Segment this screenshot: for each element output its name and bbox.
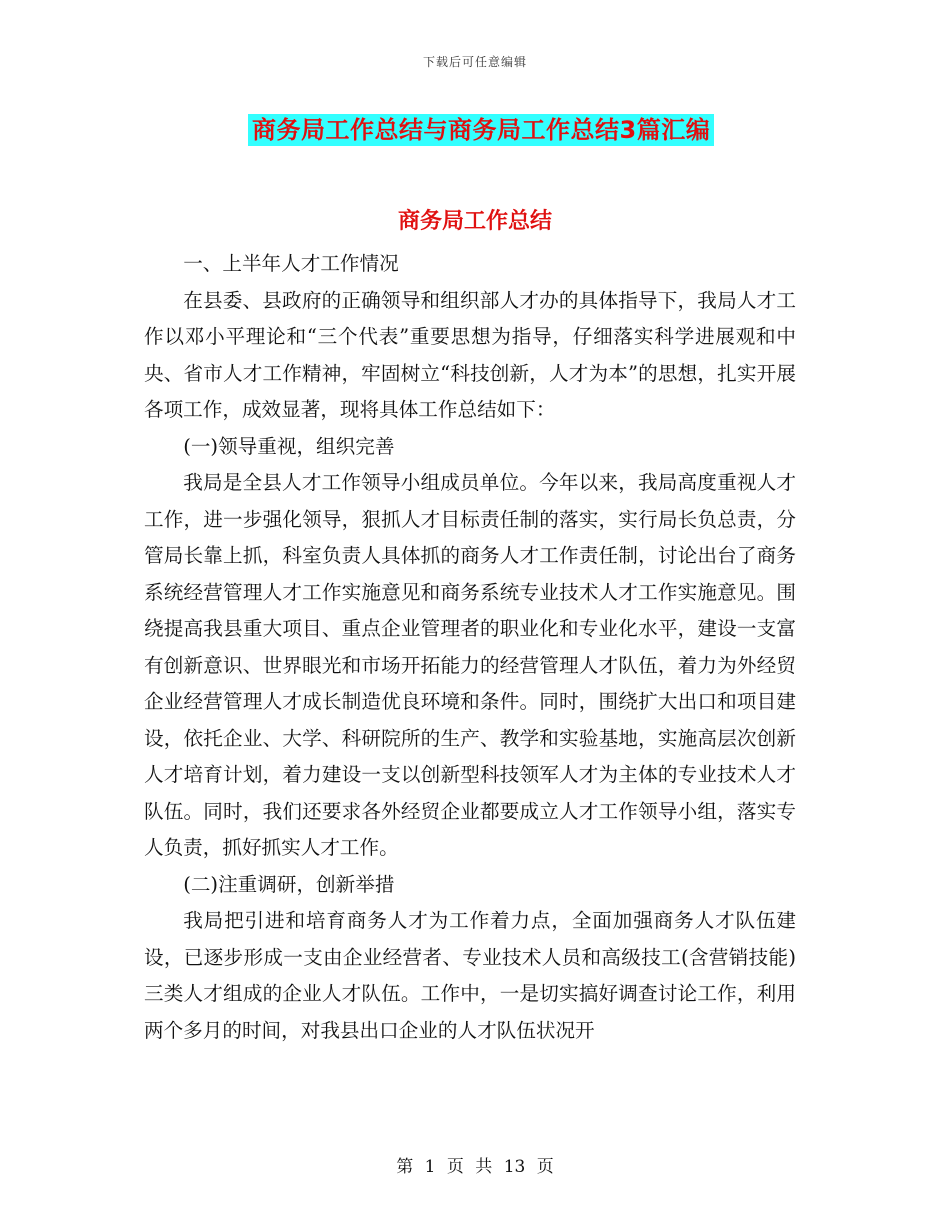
body-text [144,246,796,1049]
paragraph-subheading-2: (二)注重调研，创新举措 [183,872,395,896]
paragraph-intro: 在县委、县政府的正确领导和组织部人才办的具体指导下，我局人才工作以邓小平理论和“三个代表”重要思想为指导，仔细落实科学进展观和中央、省市人才工作精神，牢固树立“科技创新，人才为本”的思想，扎实开展各项工作，成效显著，现将具体工作总结如下： [144,288,796,421]
header-note: 下载后可任意编辑 [422,55,527,69]
paragraph-research: 我局把引进和培育商务人才为工作着力点，全面加强商务人才队伍建设，已逐步形成一支由企业经营者、专业技术人员和高级技工(含营销技能)三类人才组成的企业人才队伍。工作中，一是切实搞好调查讨论工作，利用两个多月的时间，对我县出口企业的人才队伍状况开 [144,909,796,1042]
section-title: 商务局工作总结 [397,209,552,234]
main-title: 商务局工作总结与商务局工作总结3篇汇编 [248,114,714,146]
paragraph-subheading-1: (一)领导重视，组织完善 [183,434,395,458]
paragraph-heading-1: 一、上半年人才工作情况 [183,252,399,275]
paragraph-leadership: 我局是全县人才工作领导小组成员单位。今年以来，我局高度重视人才工作，进一步强化领导，狠抓人才目标责任制的落实，实行局长负总责，分管局长靠上抓，科室负责人具体抓的商务人才工作责任制，讨论出台了商务系统经营管理人才工作实施意见和商务系统专业技术人才工作实施意见。围绕提高我县重大项目、重点企业管理者的职业化和专业化水平，建设一支富有创新意识、世界眼光和市场开拓能力的经营管理人才队伍，着力为外经贸企业经营管理人才成长制造优良环境和条件。同时，围绕扩大出口和项目建设，依托企业、大学、科研院所的生产、教学和实验基地，实施高层次创新人才培育计划，着力建设一支以创新型科技领军人才为主体的专业技术人才队伍。同时，我们还要求各外经贸企业都要成立人才工作领导小组，落实专人负责，抓好抓实人才工作。 [144,471,796,859]
page-footer: 第 1 页 共 13 页 [396,1157,554,1177]
